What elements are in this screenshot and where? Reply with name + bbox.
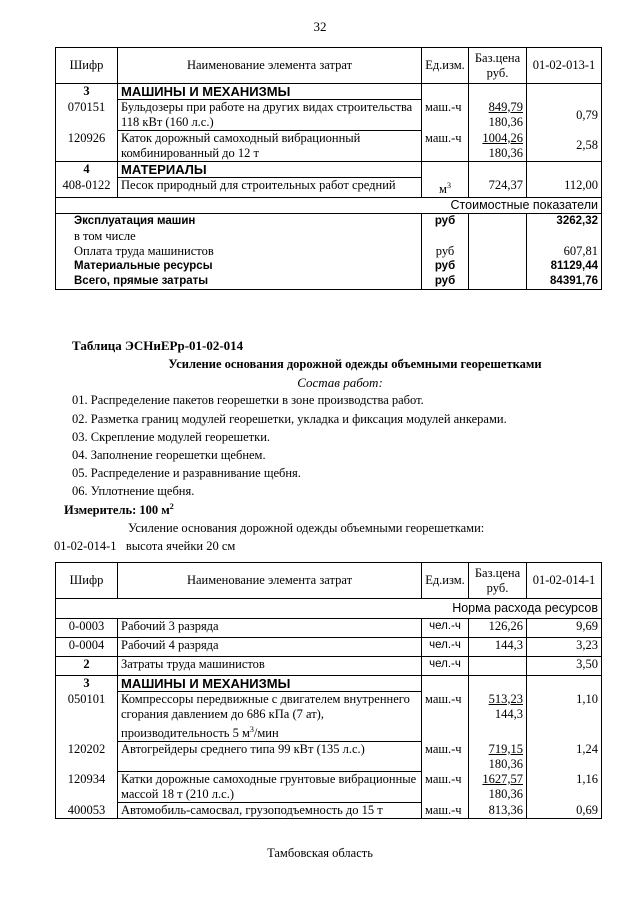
summary-name: Материальные ресурсы <box>56 259 422 274</box>
row-code: 120926 <box>56 131 118 162</box>
meter-text: Измеритель: 100 м <box>64 503 170 518</box>
table-subtitle: Усиление основания дорожной одежды объемными георешетками <box>168 357 542 371</box>
work-item: 04. Заполнение георешетки щебнем. <box>72 448 266 462</box>
row-value: 1,10 <box>527 692 602 742</box>
work-item: 03. Скрепление модулей георешетки. <box>72 430 271 444</box>
empty-cell <box>469 244 527 259</box>
row-unit: маш.-ч <box>422 803 469 819</box>
row-value: 0,79 <box>527 100 602 131</box>
row-name: Песок природный для строительных работ средний <box>118 178 422 198</box>
work-item: 02. Разметка границ модулей георешетки, укладка и фиксация модулей анкерами. <box>72 412 507 426</box>
empty-cell <box>527 676 602 692</box>
empty-cell <box>469 213 527 229</box>
row-code: 2 <box>56 657 118 676</box>
summary-name: в том числе <box>56 229 422 244</box>
row-code: 120934 <box>56 772 118 803</box>
summary-unit <box>422 229 469 244</box>
row-value: 1,16 <box>527 772 602 803</box>
header-price: Баз.цена руб. <box>469 563 527 599</box>
summary-value: 81129,44 <box>527 259 602 274</box>
row-unit: маш.-ч <box>422 772 469 803</box>
row-unit: чел.-ч <box>422 638 469 657</box>
price-salary: 180,36 <box>488 145 523 160</box>
summary-value <box>527 229 602 244</box>
row-name: Каток дорожный самоходный вибрационный комбинированный до 12 т <box>118 131 422 162</box>
row-price <box>469 100 527 131</box>
row-price <box>469 772 527 803</box>
work-item: 05. Распределение и разравнивание щебня. <box>72 466 301 480</box>
header-name: Наименование элемента затрат <box>118 563 422 599</box>
price-salary: 180,36 <box>488 114 523 129</box>
machine-name-sup: 3 <box>249 725 254 734</box>
price-value: 513,23 <box>488 691 523 706</box>
machine-name-tail: /мин <box>253 726 279 741</box>
resource-table-2 <box>55 562 602 819</box>
price-value: 849,79 <box>488 99 523 114</box>
summary-unit: руб <box>422 259 469 274</box>
row-unit <box>422 178 469 198</box>
price-salary: 180,36 <box>488 756 523 771</box>
norm-code-line: 01-02-014-1 высота ячейки 20 см <box>54 539 236 553</box>
table-row <box>56 657 602 676</box>
row-price: 813,36 <box>469 803 527 819</box>
row-value: 3,50 <box>527 657 602 676</box>
header-norm: 01-02-013-1 <box>527 48 602 84</box>
empty-cell <box>527 84 602 100</box>
row-unit: маш.-ч <box>422 742 469 772</box>
empty-cell <box>469 274 527 290</box>
empty-cell <box>422 84 469 100</box>
empty-cell <box>422 162 469 178</box>
section-row <box>56 162 602 178</box>
section-number: 3 <box>56 84 118 100</box>
summary-row <box>56 274 602 290</box>
summary-row <box>56 259 602 274</box>
meter-sup: 2 <box>169 502 174 511</box>
section-number: 4 <box>56 162 118 178</box>
table-title: Таблица ЭСНиЕРр-01-02-014 <box>72 338 244 353</box>
empty-cell <box>469 162 527 178</box>
price-salary: 144,3 <box>494 706 523 721</box>
price-value: 719,15 <box>488 741 523 756</box>
unit-text: м <box>439 181 447 196</box>
norm-label-row <box>56 599 602 619</box>
footer-region: Тамбовская область <box>267 846 373 860</box>
row-price <box>469 692 527 742</box>
empty-cell <box>469 84 527 100</box>
section-title: МАШИНЫ И МЕХАНИЗМЫ <box>118 676 422 692</box>
cost-label: Стоимостные показатели <box>56 197 602 213</box>
row-name: Рабочий 4 разряда <box>118 638 422 657</box>
summary-value: 84391,76 <box>527 274 602 290</box>
section-row <box>56 676 602 692</box>
header-norm: 01-02-014-1 <box>527 563 602 599</box>
resource-table-1 <box>55 47 602 290</box>
row-price <box>469 131 527 162</box>
norm-label: Норма расхода ресурсов <box>56 599 602 619</box>
cost-label-row <box>56 197 602 213</box>
empty-cell <box>469 676 527 692</box>
unit-sup: 3 <box>446 180 451 190</box>
empty-cell <box>469 259 527 274</box>
row-price: 144,3 <box>469 638 527 657</box>
table-row <box>56 692 602 742</box>
summary-name: Эксплуатация машин <box>56 213 422 229</box>
header-unit: Ед.изм. <box>422 48 469 84</box>
row-value: 2,58 <box>527 131 602 162</box>
page-number: 32 <box>313 19 327 34</box>
row-code: 0-0004 <box>56 638 118 657</box>
price-value: 1004,26 <box>482 130 523 145</box>
table-row <box>56 803 602 819</box>
work-heading: Состав работ: <box>297 375 383 390</box>
row-code: 0-0003 <box>56 619 118 638</box>
empty-cell <box>422 676 469 692</box>
empty-cell <box>527 162 602 178</box>
work-item: 06. Уплотнение щебня. <box>72 484 195 498</box>
table-header-row <box>56 48 602 84</box>
section-row <box>56 84 602 100</box>
price-value: 1627,57 <box>482 771 523 786</box>
row-name: Автогрейдеры среднего типа 99 кВт (135 л.с.) <box>118 742 422 772</box>
table-row <box>56 638 602 657</box>
price-salary: 180,36 <box>488 786 523 801</box>
summary-name: Оплата труда машинистов <box>56 244 422 259</box>
row-name: Катки дорожные самоходные грунтовые вибрационные массой 18 т (210 л.с.) <box>118 772 422 803</box>
row-price: 126,26 <box>469 619 527 638</box>
row-name: Автомобиль-самосвал, грузоподъемность до 15 т <box>118 803 422 819</box>
empty-cell <box>469 229 527 244</box>
summary-value: 3262,32 <box>527 213 602 229</box>
meter <box>64 502 174 518</box>
summary-unit: руб <box>422 274 469 290</box>
table-row <box>56 100 602 131</box>
row-price: 724,37 <box>469 178 527 198</box>
header-code: Шифр <box>56 48 118 84</box>
summary-row <box>56 244 602 259</box>
row-price <box>469 657 527 676</box>
norm-description: Усиление основания дорожной одежды объемными георешетками: <box>128 521 485 535</box>
table-row <box>56 131 602 162</box>
row-name: Затраты труда машинистов <box>118 657 422 676</box>
header-code: Шифр <box>56 563 118 599</box>
row-code: 408-0122 <box>56 178 118 198</box>
row-price <box>469 742 527 772</box>
row-unit: маш.-ч <box>422 692 469 742</box>
row-value: 112,00 <box>527 178 602 198</box>
section-title: МАШИНЫ И МЕХАНИЗМЫ <box>118 84 422 100</box>
table-row <box>56 772 602 803</box>
row-code: 050101 <box>56 692 118 742</box>
row-code: 120202 <box>56 742 118 772</box>
header-name: Наименование элемента затрат <box>118 48 422 84</box>
summary-unit: руб <box>422 244 469 259</box>
row-value: 9,69 <box>527 619 602 638</box>
row-unit: чел.-ч <box>422 619 469 638</box>
summary-row <box>56 213 602 229</box>
row-code: 400053 <box>56 803 118 819</box>
table-row <box>56 619 602 638</box>
summary-value: 607,81 <box>527 244 602 259</box>
header-price: Баз.цена руб. <box>469 48 527 84</box>
summary-row <box>56 229 602 244</box>
row-name: Бульдозеры при работе на других видах строительства 118 кВт (160 л.с.) <box>118 100 422 131</box>
machine-name-text: Компрессоры передвижные с двигателем внутреннего сгорания давлением до 686 кПа (7 ат), производительность 5 м <box>121 692 410 741</box>
table-row <box>56 742 602 772</box>
work-item: 01. Распределение пакетов георешетки в зоне производства работ. <box>72 393 424 407</box>
row-name: Рабочий 3 разряда <box>118 619 422 638</box>
row-unit: маш.-ч <box>422 131 469 162</box>
row-value: 3,23 <box>527 638 602 657</box>
section-title: МАТЕРИАЛЫ <box>118 162 422 178</box>
table-header-row <box>56 563 602 599</box>
row-name <box>118 692 422 742</box>
summary-unit: руб <box>422 213 469 229</box>
header-unit: Ед.изм. <box>422 563 469 599</box>
row-value: 0,69 <box>527 803 602 819</box>
row-unit: чел.-ч <box>422 657 469 676</box>
summary-name: Всего, прямые затраты <box>56 274 422 290</box>
section-number: 3 <box>56 676 118 692</box>
row-unit: маш.-ч <box>422 100 469 131</box>
row-code: 070151 <box>56 100 118 131</box>
table-row <box>56 178 602 198</box>
row-value: 1,24 <box>527 742 602 772</box>
